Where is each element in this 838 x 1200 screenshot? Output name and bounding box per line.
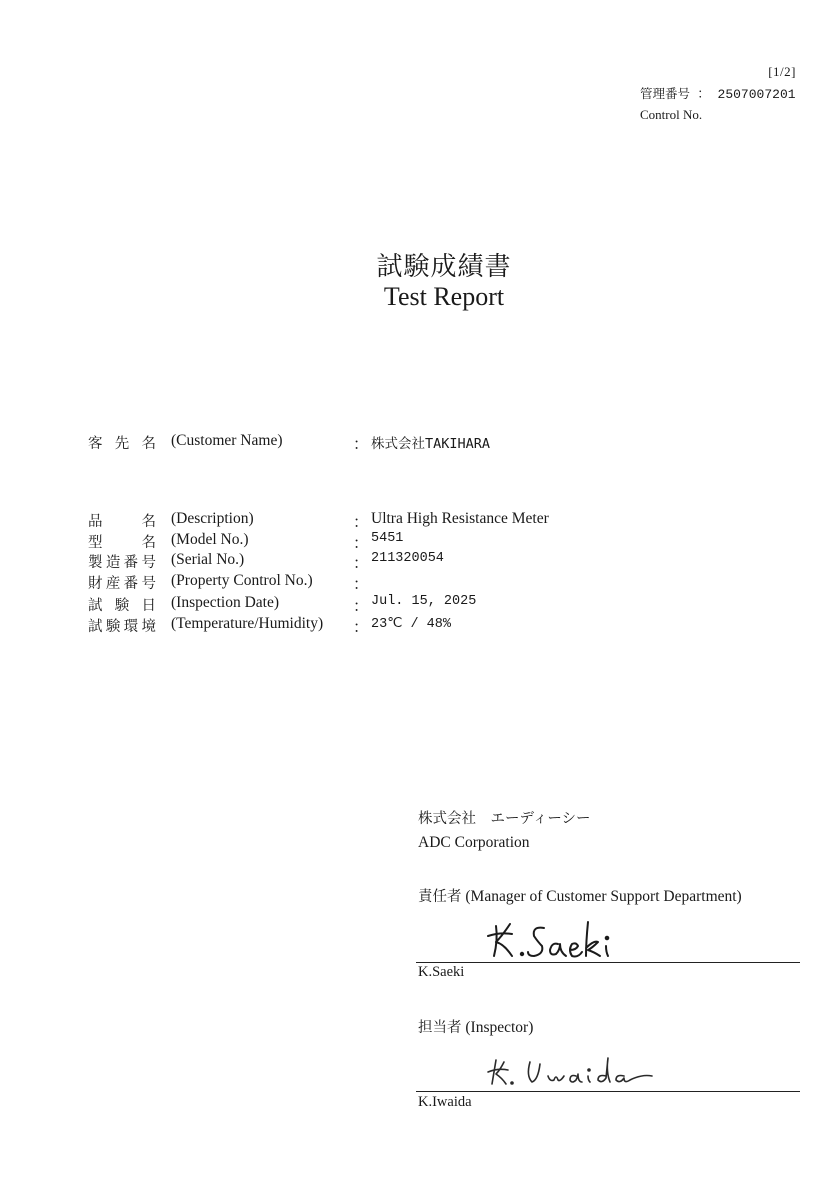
manager-label (418, 885, 742, 906)
inspector-signature-line (416, 1091, 800, 1092)
company-name-ja: 株式会社 エーディーシー (418, 811, 591, 827)
title-english: Test Report (383, 282, 505, 311)
field-colon: ： (353, 598, 369, 615)
control-number: 2507007201 (717, 87, 796, 102)
field-colon: ： (353, 555, 369, 572)
company-name-en: ADC Corporation (418, 834, 530, 851)
field-label-en: (Description) (171, 510, 254, 527)
field-value: Ultra High Resistance Meter (371, 510, 549, 527)
inspector-signature-mark (488, 1058, 652, 1084)
field-label-ja: 試験日 (88, 598, 156, 614)
customer-label-ja: 客先名 (88, 436, 156, 452)
inspector-signature (486, 1050, 656, 1092)
field-label-en: (Inspection Date) (171, 594, 280, 611)
inspector-label (418, 1016, 533, 1037)
field-label-ja: 財産番号 (88, 576, 156, 592)
page-indicator: [1/2] (768, 64, 796, 79)
control-label-ja: 管理番号 (640, 86, 691, 101)
customer-colon: ： (353, 436, 369, 453)
field-value: 23℃ / 48% (371, 617, 451, 632)
control-number-block (640, 84, 796, 125)
field-label-en: (Temperature/Humidity) (171, 615, 324, 632)
inspector-label-en: (Inspector) (465, 1019, 534, 1036)
manager-signature-mark (488, 922, 608, 957)
title-japanese: 試験成績書 (376, 252, 512, 281)
field-label-en: (Model No.) (171, 531, 249, 548)
field-label-en: (Property Control No.) (171, 572, 313, 589)
inspector-name: K.Iwaida (418, 1094, 472, 1110)
inspector-label-ja: 担当者 (418, 1020, 462, 1036)
field-label-ja: 型名 (88, 535, 156, 551)
manager-label-ja: 責任者 (418, 889, 462, 905)
control-separator: ： (697, 86, 711, 101)
field-colon: ： (353, 514, 369, 531)
manager-signature-line (416, 962, 800, 963)
field-label-ja: 製造番号 (88, 555, 156, 571)
manager-name: K.Saeki (418, 964, 465, 980)
customer-value: 株式会社TAKIHARA (371, 436, 491, 452)
company-block (418, 808, 591, 854)
field-label-en: (Serial No.) (171, 551, 245, 568)
field-colon: ： (353, 576, 369, 593)
field-colon: ： (353, 619, 369, 636)
customer-label-en: (Customer Name) (171, 432, 283, 449)
manager-signature (482, 912, 622, 964)
field-label-ja: 品名 (88, 514, 156, 530)
manager-label-en: (Manager of Customer Support Department) (465, 888, 742, 905)
field-value: 211320054 (371, 551, 444, 566)
control-label-en: Control No. (640, 107, 703, 122)
field-value: 5451 (371, 531, 404, 546)
field-label-ja: 試験環境 (88, 619, 156, 635)
field-colon: ： (353, 535, 369, 552)
field-value: Jul. 15, 2025 (371, 594, 477, 609)
